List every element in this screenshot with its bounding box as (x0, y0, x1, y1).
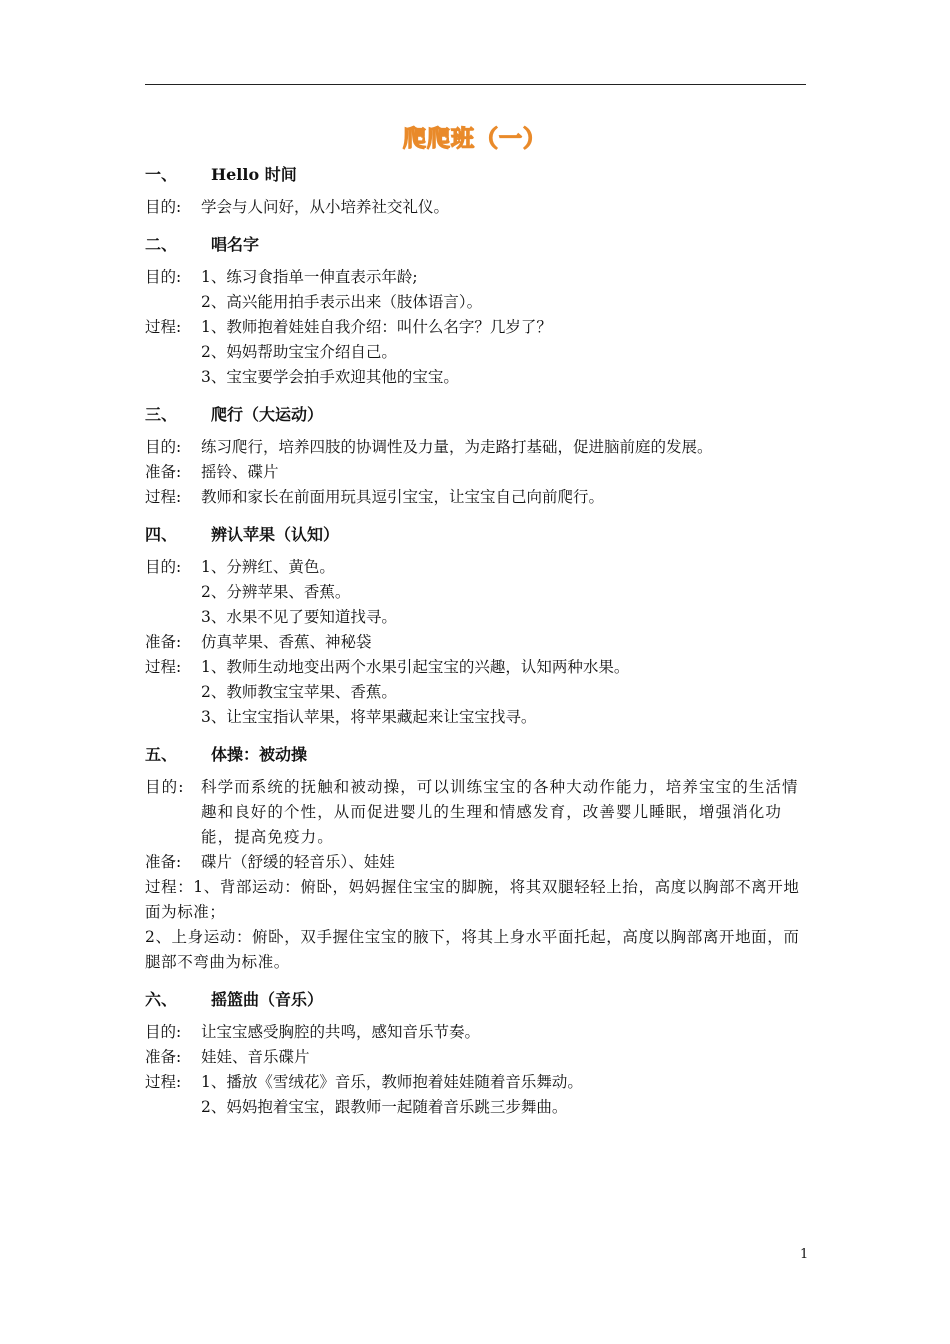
process-paragraph: 2、上身运动：俯卧，双手握住宝宝的腋下，将其上身水平面托起，高度以胸部离开地面，而腿部不弯曲为标准。 (145, 928, 800, 971)
text-line: 目的: 1、分辨红、黄色。 (145, 558, 335, 576)
section-1 (145, 163, 810, 220)
text-line: 准备: 仿真苹果、香蕉、神秘袋 (145, 633, 372, 651)
text-line: 过程: 教师和家长在前面用玩具逗引宝宝，让宝宝自己向前爬行。 (145, 488, 605, 506)
text-line: 过程: 1、教师生动地变出两个水果引起宝宝的兴趣，认知两种水果。 (145, 658, 630, 676)
text-line: 3、水果不见了要知道找寻。 (201, 608, 397, 626)
text-line: 3、宝宝要学会拍手欢迎其他的宝宝。 (201, 368, 459, 386)
text-line: 3、让宝宝指认苹果，将苹果藏起来让宝宝找寻。 (201, 708, 537, 726)
text-line: 2、妈妈帮助宝宝介绍自己。 (201, 343, 397, 361)
text-line: 目的: 让宝宝感受胸腔的共鸣，感知音乐节奏。 (145, 1023, 481, 1041)
text-line: 准备: 摇铃、碟片 (145, 463, 279, 481)
section-6 (145, 988, 810, 1120)
text-line: 2、高兴能用拍手表示出来（肢体语言）。 (201, 293, 483, 311)
section-4 (145, 523, 810, 730)
text-line: 目的: 学会与人问好，从小培养社交礼仪。 (145, 198, 450, 216)
purpose-paragraph: 目的: 科学而系统的抚触和被动操，可以训练宝宝的各种大动作能力，培养宝宝的生活情趣和良好的个性，从而促进婴儿的生理和情感发育，改善婴儿睡眠，增强消化功能，提高免疫力。 (145, 778, 799, 846)
text-line: 2、分辨苹果、香蕉。 (201, 583, 351, 601)
text-line: 2、妈妈抱着宝宝，跟教师一起随着音乐跳三步舞曲。 (201, 1098, 568, 1116)
section-heading: 三、 爬行（大运动） (145, 405, 324, 424)
process-paragraph: 过程：1、背部运动：俯卧，妈妈握住宝宝的脚腕，将其双腿轻轻上抬，高度以胸部不离开地面为标准； (145, 878, 800, 921)
text-line: 2、教师教宝宝苹果、香蕉。 (201, 683, 397, 701)
section-3 (145, 403, 810, 510)
text-line: 准备: 娃娃、音乐碟片 (145, 1048, 310, 1066)
section-heading: 六、 摇篮曲（音乐） (145, 990, 324, 1009)
text-line: 过程: 1、播放《雪绒花》音乐，教师抱着娃娃随着音乐舞动。 (145, 1073, 583, 1091)
page-number: 1 (800, 1247, 809, 1262)
text-line: 过程: 1、教师抱着娃娃自我介绍：叫什么名字？几岁了？ (145, 318, 552, 336)
header-rule (145, 84, 806, 85)
page-title: 爬爬班（一） (403, 125, 547, 152)
text-line: 目的: 练习爬行，培养四肢的协调性及力量，为走路打基础，促进脑前庭的发展。 (145, 438, 713, 456)
text-line: 目的: 1、练习食指单一伸直表示年龄; (145, 268, 418, 286)
section-heading: 二、 唱名字 (145, 235, 260, 254)
section-heading: 一、 Hello 时间 (145, 165, 297, 184)
section-2 (145, 233, 810, 390)
section-heading: 五、 体操：被动操 (145, 745, 308, 764)
document-body (145, 163, 810, 1133)
section-heading: 四、 辨认苹果（认知） (145, 525, 340, 544)
section-5 (145, 743, 810, 975)
text-line: 准备: 碟片（舒缓的轻音乐）、娃娃 (145, 853, 395, 871)
